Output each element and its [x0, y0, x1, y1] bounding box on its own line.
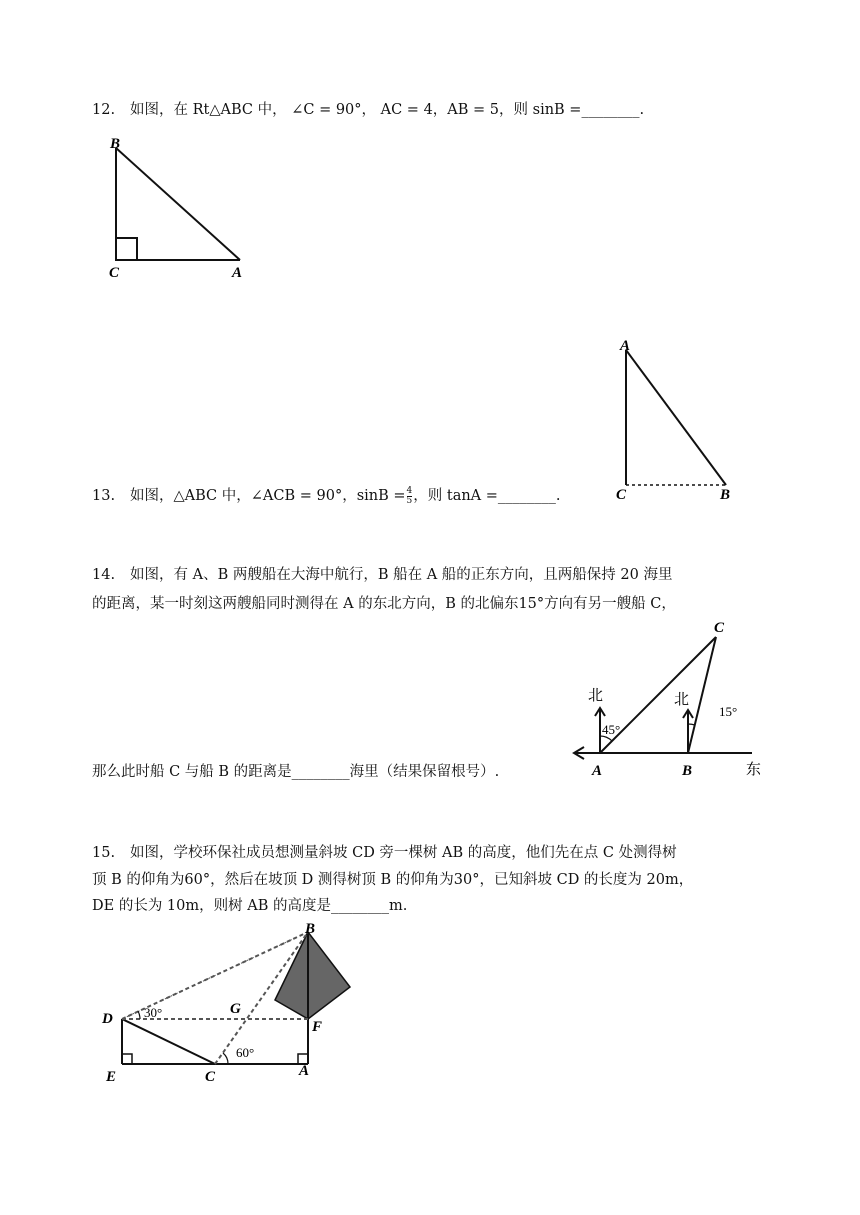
q13-label-b: B [720, 487, 731, 503]
q13-label-a: A [620, 338, 631, 354]
q13-text-pre: 如图，△ABC 中，∠ACB = 90°，sinB = [130, 488, 406, 504]
q13-label-c: C [616, 487, 627, 503]
q15-number: 15. [92, 845, 116, 861]
q15-label-e: E [106, 1069, 117, 1085]
q15-angle-60: 60° [236, 1045, 255, 1060]
q13-fraction [407, 487, 413, 506]
q13-frac-numerator: 4 [406, 485, 413, 496]
q14-label-c: C [714, 620, 725, 636]
q13-figure [612, 336, 742, 506]
q14-figure [566, 612, 766, 782]
q12-label-b: B [110, 136, 121, 152]
q12-label-c: C [109, 265, 120, 281]
q14-angle-15: 15° [719, 704, 738, 719]
q15-label-b: B [305, 921, 316, 937]
q14-angle-45: 45° [602, 722, 621, 737]
q15-label-g: G [230, 1001, 241, 1017]
q12-text: 如图，在 Rt△ABC 中， ∠C = 90°， AC = 4，AB = 5，则 sinB =________. [130, 102, 645, 118]
q13-frac-denominator: 5 [406, 495, 413, 506]
q15-line1 [92, 843, 677, 863]
q12-number: 12. [92, 102, 116, 118]
q14-text-line2: 的距离，某一时刻这两艘船同时测得在 A 的东北方向，B 的北偏东15°方向有另一艘船 C， [92, 596, 676, 612]
q15-angle-30: 30° [144, 1005, 163, 1020]
q13-line [92, 486, 561, 506]
q15-label-a: A [299, 1063, 310, 1079]
q14-north-b: 北 [674, 690, 690, 708]
q14-north-a: 北 [588, 686, 604, 704]
q14-label-b: B [682, 763, 693, 779]
q12-figure [100, 132, 260, 282]
q14-text-line3: 那么此时船 C 与船 B 的距离是________海里（结果保留根号）. [92, 764, 500, 780]
q12-line [92, 100, 644, 120]
q13-text-post: ，则 tanA =________. [413, 488, 561, 504]
q15-text-line2: 顶 B 的仰角为60°，然后在坡顶 D 测得树顶 B 的仰角为30°，已知斜坡 CD 的长度为 20m， [92, 872, 694, 888]
q14-label-a: A [592, 763, 603, 779]
q13-number: 13. [92, 488, 116, 504]
q15-label-c: C [205, 1069, 216, 1085]
q14-line2 [92, 594, 676, 614]
q14-line3 [92, 762, 499, 782]
q14-text-line1: 如图，有 A、B 两艘船在大海中航行，B 船在 A 船的正东方向，且两船保持 20 海里 [130, 567, 673, 583]
q15-text-line1: 如图，学校环保社成员想测量斜坡 CD 旁一棵树 AB 的高度，他们先在点 C 处测得树 [130, 845, 677, 861]
q14-line1 [92, 565, 672, 585]
q15-line2 [92, 870, 693, 890]
q14-number: 14. [92, 567, 116, 583]
q14-east: 东 [746, 760, 762, 778]
q12-label-a: A [232, 265, 243, 281]
q15-text-line3: DE 的长为 10m，则树 AB 的高度是________m. [92, 898, 408, 914]
q15-line3 [92, 896, 407, 916]
q15-label-d: D [102, 1011, 113, 1027]
q15-figure [100, 915, 360, 1090]
q15-label-f: F [312, 1019, 323, 1035]
